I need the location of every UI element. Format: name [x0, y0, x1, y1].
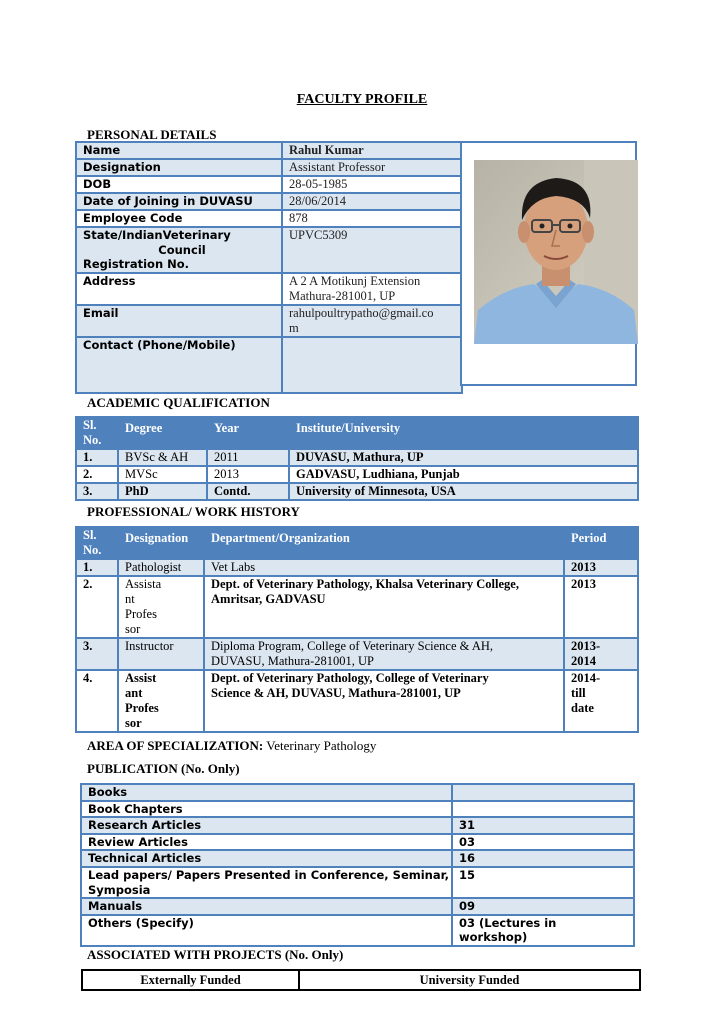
academic-sl: 2. [76, 466, 118, 483]
designation-line: Assist [125, 671, 157, 685]
name-label: Name [76, 142, 282, 159]
address-label: Address [76, 273, 282, 305]
publication-row [81, 867, 634, 898]
period-line: 2014- [571, 671, 601, 685]
publication-table [80, 783, 635, 947]
work-header-row [76, 527, 638, 559]
period-header: Period [564, 527, 638, 559]
publication-label: Others (Specify) [81, 915, 452, 946]
work-sl: 1. [76, 559, 118, 576]
academic-sl-header [76, 417, 118, 449]
work-row [76, 576, 638, 638]
work-period [564, 670, 638, 732]
publication-label-line2: Symposia [88, 882, 151, 897]
sl-header-line2: No. [83, 433, 102, 447]
academic-row [76, 483, 638, 500]
publication-row [81, 834, 634, 851]
designation-value: Assistant Professor [282, 159, 462, 176]
designation-label: Designation [76, 159, 282, 176]
institute-header: Institute/University [289, 417, 638, 449]
work-department [204, 576, 564, 638]
sl-header-line1: Sl. [83, 418, 97, 432]
dob-value: 28-05-1985 [282, 176, 462, 193]
row-registration [76, 227, 462, 273]
work-sl: 2. [76, 576, 118, 638]
academic-sl: 3. [76, 483, 118, 500]
designation-header: Designation [118, 527, 204, 559]
designation-line: Assista [125, 577, 162, 591]
academic-table [75, 416, 639, 501]
publication-value-line1: 03 (Lectures in [459, 915, 557, 930]
publication-row [81, 915, 634, 946]
publication-label: Book Chapters [81, 801, 452, 818]
designation-line: sor [125, 622, 141, 636]
work-history-table [75, 526, 639, 733]
department-header: Department/Organization [204, 527, 564, 559]
work-period: 2013 [564, 559, 638, 576]
designation-line: Profes [125, 701, 159, 715]
contact-value [282, 337, 462, 393]
employee-code-label: Employee Code [76, 210, 282, 227]
work-sl: 4. [76, 670, 118, 732]
publication-value: 15 [452, 867, 634, 898]
sl-header-line2: No. [83, 543, 102, 557]
name-value: Rahul Kumar [282, 142, 462, 159]
registration-value: UPVC5309 [282, 227, 462, 273]
academic-year: 2013 [207, 466, 289, 483]
academic-row [76, 466, 638, 483]
publication-value: 31 [452, 817, 634, 834]
personal-details-table [75, 141, 463, 394]
publication-row [81, 784, 634, 801]
work-period: 2013 [564, 576, 638, 638]
designation-line: sor [125, 716, 142, 730]
work-row [76, 670, 638, 732]
work-row [76, 559, 638, 576]
row-joining [76, 193, 462, 210]
row-dob [76, 176, 462, 193]
publication-value: 16 [452, 850, 634, 867]
academic-institute: University of Minnesota, USA [289, 483, 638, 500]
publication-label: Research Articles [81, 817, 452, 834]
employee-code-value: 878 [282, 210, 462, 227]
work-history-heading: PROFESSIONAL/ WORK HISTORY [87, 504, 300, 519]
projects-header-row [82, 970, 640, 990]
registration-label-line2: Council [158, 242, 206, 257]
specialization-value: Veterinary Pathology [266, 738, 377, 753]
work-designation [118, 576, 204, 638]
academic-degree: PhD [118, 483, 207, 500]
address-line1: A 2 A Motikunj Extension [289, 273, 421, 288]
department-line: Dept. of Veterinary Pathology, Khalsa Veterinary College, [211, 577, 519, 591]
publication-heading: PUBLICATION (No. Only) [87, 761, 240, 776]
publication-value [452, 784, 634, 801]
externally-funded-header: Externally Funded [82, 970, 299, 990]
work-department: Vet Labs [204, 559, 564, 576]
sl-header-line1: Sl. [83, 528, 97, 542]
department-line: Science & AH, DUVASU, Mathura-281001, UP [211, 686, 461, 700]
designation-line: nt [125, 592, 135, 606]
work-period [564, 638, 638, 670]
publication-value [452, 801, 634, 818]
academic-row [76, 449, 638, 466]
row-designation [76, 159, 462, 176]
publication-row [81, 898, 634, 915]
row-contact [76, 337, 462, 393]
publication-label-line1: Lead papers/ Papers Presented in Conference, Seminar, [88, 867, 449, 882]
joining-label: Date of Joining in DUVASU [76, 193, 282, 210]
period-line: date [571, 701, 594, 715]
publication-label: Technical Articles [81, 850, 452, 867]
publication-label [81, 867, 452, 898]
academic-institute: GADVASU, Ludhiana, Punjab [289, 466, 638, 483]
work-sl: 3. [76, 638, 118, 670]
address-line2: Mathura-281001, UP [289, 288, 396, 303]
period-line: till [571, 686, 586, 700]
academic-institute: DUVASU, Mathura, UP [289, 449, 638, 466]
publication-value: 09 [452, 898, 634, 915]
publication-row [81, 817, 634, 834]
publication-label: Books [81, 784, 452, 801]
work-sl-header [76, 527, 118, 559]
work-row [76, 638, 638, 670]
address-value [282, 273, 462, 305]
degree-header: Degree [118, 417, 207, 449]
publication-value: 03 [452, 834, 634, 851]
academic-year: Contd. [207, 483, 289, 500]
publication-label: Review Articles [81, 834, 452, 851]
page-title: FACULTY PROFILE [296, 92, 428, 107]
publication-label: Manuals [81, 898, 452, 915]
academic-degree: MVSc [118, 466, 207, 483]
academic-degree: BVSc & AH [118, 449, 207, 466]
email-line2: m [289, 320, 299, 335]
designation-line: Profes [125, 607, 157, 621]
registration-label-line1: State/IndianVeterinary [83, 228, 231, 242]
department-line: DUVASU, Mathura-281001, UP [211, 654, 374, 668]
row-name [76, 142, 462, 159]
period-line: 2014 [571, 654, 596, 668]
registration-label [76, 227, 282, 273]
work-designation: Pathologist [118, 559, 204, 576]
dob-label: DOB [76, 176, 282, 193]
email-value [282, 305, 462, 337]
email-line1: rahulpoultrypatho@gmail.co [289, 305, 434, 320]
joining-value: 28/06/2014 [282, 193, 462, 210]
contact-label: Contact (Phone/Mobile) [76, 337, 282, 393]
academic-heading: ACADEMIC QUALIFICATION [87, 395, 270, 410]
row-email [76, 305, 462, 337]
registration-label-line3: Registration No. [83, 257, 190, 272]
personal-details-heading: PERSONAL DETAILS [87, 127, 217, 142]
publication-row [81, 801, 634, 818]
year-header: Year [207, 417, 289, 449]
department-line: Diploma Program, College of Veterinary Science & AH, [211, 639, 493, 653]
specialization-label: AREA OF SPECIALIZATION: [87, 738, 264, 753]
period-line: 2013- [571, 639, 601, 653]
profile-photo [474, 160, 638, 344]
work-department [204, 638, 564, 670]
academic-header-row [76, 417, 638, 449]
specialization-line [87, 738, 376, 754]
work-designation: Instructor [118, 638, 204, 670]
work-designation [118, 670, 204, 732]
work-department [204, 670, 564, 732]
email-label: Email [76, 305, 282, 337]
publication-value-line2: workshop) [459, 930, 528, 945]
university-funded-header: University Funded [299, 970, 640, 990]
academic-year: 2011 [207, 449, 289, 466]
publication-value [452, 915, 634, 946]
projects-table [81, 969, 641, 991]
row-employee-code [76, 210, 462, 227]
profile-photo-frame [460, 141, 637, 386]
department-line: Amritsar, GADVASU [211, 592, 326, 606]
department-line: Dept. of Veterinary Pathology, College of Veterinary [211, 671, 489, 685]
publication-row [81, 850, 634, 867]
designation-line: ant [125, 686, 143, 700]
academic-sl: 1. [76, 449, 118, 466]
row-address [76, 273, 462, 305]
projects-heading: ASSOCIATED WITH PROJECTS (No. Only) [87, 947, 344, 962]
